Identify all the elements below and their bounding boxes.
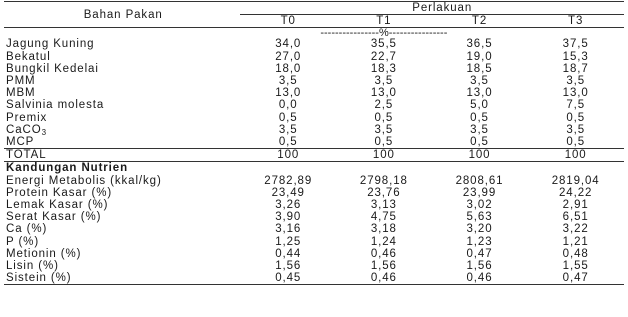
row-label: P (%) [6,235,40,248]
table-cell: 18,5 [466,62,493,75]
row-label [4,124,240,136]
table-cell: 0,47 [466,247,493,260]
table-cell: 0,46 [432,272,528,285]
table-cell: 23,49 [271,186,305,199]
row-label: Metionin (%) [6,247,82,260]
table-cell: 1,56 [370,260,397,273]
row-label: Energi Metabolis (kkal/kg) [6,174,162,187]
table-cell: 3,26 [275,199,302,212]
treatment-header-t2: T2 [432,15,528,28]
row-label-subscript: 3 [41,127,47,137]
table-cell: 24,22 [559,186,593,199]
table-row [4,236,624,248]
table-row [4,223,624,235]
table-cell: 3,16 [275,223,302,236]
table-cell: 3,5 [278,123,298,136]
table-row [4,175,624,187]
row-label-main: CaCO [6,123,42,136]
row-label: MCP [6,136,35,149]
table-row [4,112,624,124]
table-cell: 18,7 [562,62,589,75]
table-cell: 19,0 [466,50,493,63]
row-label: Bungkil Kedelai [6,62,99,75]
table-cell: 0,5 [278,111,298,124]
table-cell: 0,5 [566,136,585,149]
treatment-group-header: Perlakuan [240,2,624,15]
row-label: Lisin (%) [6,260,59,273]
table-cell: 1,23 [466,235,493,248]
table-cell: 1,24 [370,235,397,248]
feed-composition-table [4,1,624,285]
table-cell: 15,3 [562,50,589,63]
row-label: Lemak Kasar (%) [6,199,109,212]
table-cell: 3,5 [278,75,298,88]
table-cell: 5,0 [470,99,489,112]
table-cell: 22,7 [370,50,397,63]
row-label: Sistein (%) [4,272,240,285]
table-cell: 13,0 [370,87,397,100]
table-cell: 0,5 [374,111,394,124]
table-cell: 3,5 [470,123,489,136]
table-cell: 1,21 [562,235,589,248]
table-cell: 3,5 [566,75,585,88]
table-cell: 3,22 [562,223,589,236]
table-cell: 3,5 [470,75,489,88]
table-row [4,248,624,260]
row-label: Jagung Kuning [6,38,95,51]
table-row [4,51,624,63]
table-cell: 100 [240,149,336,162]
table-cell: 34,0 [275,38,302,51]
total-label: TOTAL [4,149,240,162]
table-cell: 2,91 [562,199,589,212]
table-row [4,199,624,211]
table-cell: 37,5 [562,38,589,51]
table-cell: 0,5 [566,111,585,124]
table-cell: 0,5 [278,136,298,149]
table-cell: 3,02 [466,199,493,212]
table-cell: 0,45 [240,272,336,285]
percent-unit-label: ----------------%---------------- [320,27,448,40]
table-row [4,75,624,87]
table-cell: 100 [336,149,432,162]
unit-row [4,28,624,39]
row-label: Protein Kasar (%) [6,186,113,199]
table-cell: 5,63 [466,211,493,224]
table-cell: 3,5 [374,123,394,136]
row-label: Salvinia molesta [6,99,105,112]
table-cell: 6,51 [562,211,589,224]
table-cell: 36,5 [466,38,493,51]
table-cell: 0,0 [278,99,298,112]
table-cell: 13,0 [466,87,493,100]
row-label: Ca (%) [6,223,48,236]
table-row [4,211,624,223]
table-cell: 18,3 [370,62,397,75]
table-cell: 0,5 [470,111,489,124]
table-cell: 0,48 [562,247,589,260]
table-row [4,260,624,272]
row-label: PMM [6,75,36,88]
table-row [4,272,624,285]
row-label: MBM [6,87,36,100]
nutrient-section-title: Kandungan Nutrien [4,162,240,175]
table-cell: 0,5 [374,136,394,149]
table-cell: 0,44 [275,247,302,260]
treatment-header-t0: T0 [240,15,336,28]
table-cell: 2819,04 [551,174,600,187]
table-cell: 3,20 [466,223,493,236]
table-cell: 2782,89 [264,174,313,187]
table-row [4,38,624,50]
table-row [4,136,624,149]
table-cell: 1,56 [275,260,302,273]
total-row [4,149,624,162]
table-cell: 3,18 [370,223,397,236]
feed-column-header: Bahan Pakan [4,2,240,28]
table-cell: 1,56 [466,260,493,273]
table-cell: 35,5 [370,38,397,51]
header-row-top [4,2,624,15]
table-cell: 0,46 [370,247,397,260]
nutrient-section-header-row [4,162,624,175]
table-cell: 2808,61 [455,174,504,187]
table-cell: 4,75 [370,211,397,224]
table-cell: 23,99 [462,186,497,199]
table-cell: 0,47 [527,272,624,285]
table-cell: 3,5 [374,75,394,88]
table-row [4,87,624,99]
table-cell: 100 [432,149,528,162]
row-label: Serat Kasar (%) [6,211,102,224]
row-label: Premix [6,111,48,124]
table-row [4,99,624,111]
table-cell: 100 [527,149,624,162]
table-cell: 1,55 [562,260,589,273]
table-cell: 3,5 [566,123,585,136]
table-cell: 0,46 [336,272,432,285]
table-row [4,63,624,75]
table-row [4,124,624,136]
table-cell: 13,0 [562,87,589,100]
table-cell: 3,90 [275,211,302,224]
table-cell: 7,5 [566,99,585,112]
treatment-header-t3: T3 [527,15,624,28]
table-cell: 3,13 [370,199,397,212]
treatment-header-t1: T1 [336,15,432,28]
table-cell: 2798,18 [359,174,408,187]
table-cell: 0,5 [470,136,489,149]
row-label: Bekatul [6,50,51,63]
table-cell: 27,0 [275,50,302,63]
table-cell: 23,76 [367,186,401,199]
table-cell: 2,5 [374,99,394,112]
table-cell: 13,0 [275,87,302,100]
table-row [4,187,624,199]
table-cell: 1,25 [275,235,302,248]
table-cell: 18,0 [275,62,302,75]
